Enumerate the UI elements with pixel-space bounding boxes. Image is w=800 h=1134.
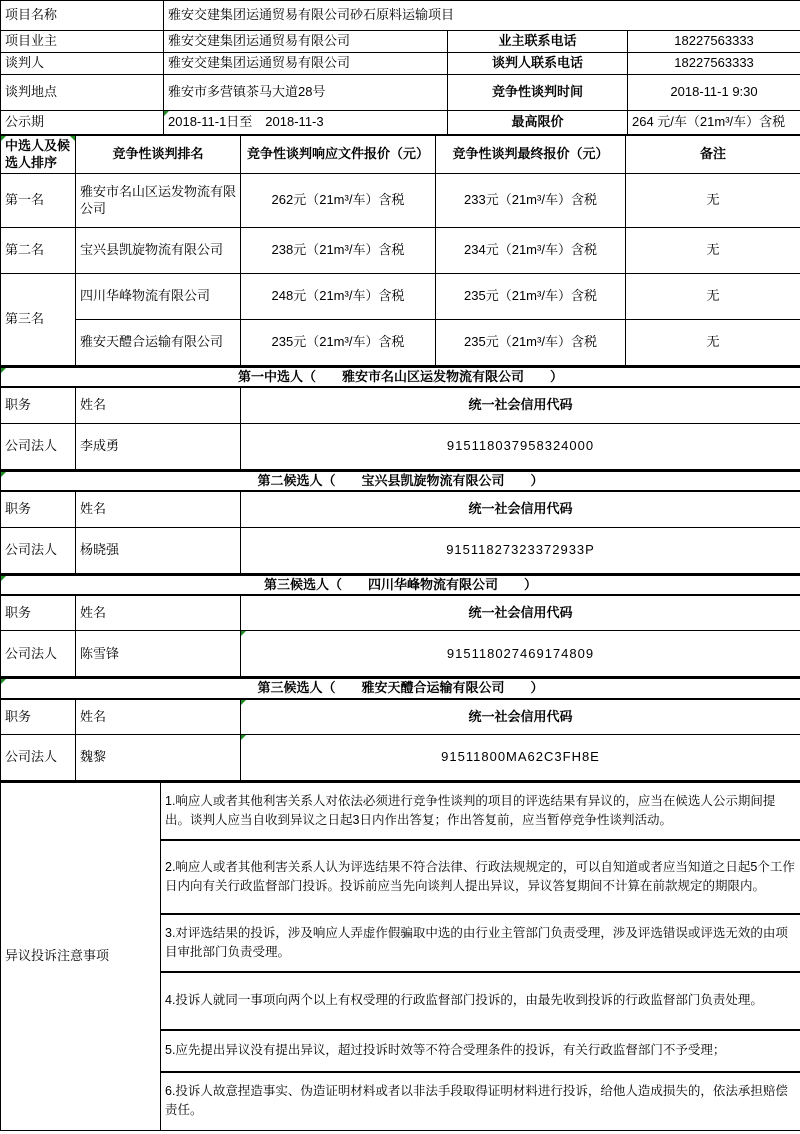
winner-section-4	[0, 677, 800, 781]
winner-2-title: 第二候选人（ 宝兴县凯旋物流有限公司 ）	[1, 471, 800, 491]
winner-3-title: 第三候选人（ 四川华峰物流有限公司 ）	[1, 575, 800, 595]
code-header: 统一社会信用代码	[241, 491, 800, 527]
winner-1-title: 第一中选人（ 雅安市名山区运发物流有限公司 ）	[1, 367, 800, 387]
credit-code-cell: 91511827323372933P	[241, 527, 800, 573]
ranking-header-rank-order: 中选人及候选人排序	[1, 136, 76, 174]
name-header: 姓名	[76, 387, 241, 423]
section-title-row	[1, 575, 800, 595]
position-cell: 公司法人	[1, 631, 76, 677]
position-cell: 公司法人	[1, 527, 76, 573]
table-row	[1, 53, 800, 75]
notice-item-3: 3.对评选结果的投诉，涉及响应人弄虚作假骗取中选的由行业主管部门负责受理，涉及评选错误或评选无效的由项目审批部门负责受理。	[161, 914, 800, 972]
ranking-header-note: 备注	[626, 136, 800, 174]
notices-label: 异议投诉注意事项	[1, 782, 161, 1130]
table-row	[1, 491, 800, 527]
negotiation-time-label: 竞争性谈判时间	[448, 75, 628, 111]
ranking-header-row	[1, 136, 800, 174]
code-header: 统一社会信用代码	[241, 595, 800, 631]
table-row	[1, 631, 800, 677]
credit-code-cell: 91511800MA62C3FH8E	[241, 735, 800, 781]
notice-item-6: 6.投诉人故意捏造事实、伪造证明材料或者以非法手段取得证明材料进行投诉，给他人造成损失的，依法承担赔偿责任。	[161, 1072, 800, 1130]
code-header: 统一社会信用代码	[241, 699, 800, 735]
table-row	[1, 111, 800, 135]
notices-table	[0, 781, 800, 1131]
winner-section-1	[0, 366, 800, 470]
doc-price-cell: 238元（21m³/车）含税	[241, 228, 436, 274]
project-info-table	[0, 0, 800, 135]
table-row	[1, 387, 800, 423]
credit-code-cell: 915118037958324000	[241, 423, 800, 469]
note-cell: 无	[626, 174, 800, 228]
final-price-cell: 233元（21m³/车）含税	[436, 174, 626, 228]
winner-section-3	[0, 574, 800, 678]
final-price-cell: 235元（21m³/车）含税	[436, 320, 626, 366]
note-cell: 无	[626, 320, 800, 366]
project-name-label: 项目名称	[1, 1, 164, 31]
negotiator-value: 雅安交建集团运通贸易有限公司	[164, 53, 448, 75]
doc-price-cell: 235元（21m³/车）含税	[241, 320, 436, 366]
table-row	[1, 595, 800, 631]
price-cap-label: 最高限价	[448, 111, 628, 135]
owner-label: 项目业主	[1, 31, 164, 53]
position-cell: 公司法人	[1, 423, 76, 469]
negotiator-phone-value: 18227563333	[628, 53, 800, 75]
ranking-table	[0, 135, 800, 366]
ranking-header-rank: 竞争性谈判排名	[76, 136, 241, 174]
notice-item-2: 2.响应人或者其他利害关系人认为评选结果不符合法律、行政法规规定的，可以自知道或者应当知道之日起5个工作日内向有关行政监督部门投诉。投诉前应当先向谈判人提出异议，异议答复期间不计算在前款规定的期限内。	[161, 840, 800, 914]
company-cell: 雅安市名山区运发物流有限公司	[76, 174, 241, 228]
notice-item-5: 5.应先提出异议没有提出异议，超过投诉时效等不符合受理条件的投诉，有关行政监督部门不予受理；	[161, 1030, 800, 1072]
rank-cell: 第一名	[1, 174, 76, 228]
name-cell: 陈雪锋	[76, 631, 241, 677]
ranking-header-doc-price: 竞争性谈判响应文件报价（元）	[241, 136, 436, 174]
rank-cell: 第三名	[1, 274, 76, 366]
winner-4-title: 第三候选人（ 雅安天醴合运输有限公司 ）	[1, 678, 800, 698]
company-cell: 四川华峰物流有限公司	[76, 274, 241, 320]
final-price-cell: 234元（21m³/车）含税	[436, 228, 626, 274]
table-row	[1, 1, 800, 31]
winner-section-2	[0, 470, 800, 574]
location-label: 谈判地点	[1, 75, 164, 111]
table-row	[1, 735, 800, 781]
table-row	[1, 699, 800, 735]
project-name-value: 雅安交建集团运通贸易有限公司砂石原料运输项目	[164, 1, 800, 31]
section-title-row	[1, 678, 800, 698]
notice-item-4: 4.投诉人就同一事项向两个以上有权受理的行政监督部门投诉的，由最先收到投诉的行政监督部门负责处理。	[161, 972, 800, 1030]
negotiator-label: 谈判人	[1, 53, 164, 75]
name-header: 姓名	[76, 699, 241, 735]
position-cell: 公司法人	[1, 735, 76, 781]
name-cell: 魏黎	[76, 735, 241, 781]
rank-cell: 第二名	[1, 228, 76, 274]
owner-value: 雅安交建集团运通贸易有限公司	[164, 31, 448, 53]
table-row	[1, 31, 800, 53]
doc-price-cell: 248元（21m³/车）含税	[241, 274, 436, 320]
table-row	[1, 228, 800, 274]
ranking-header-final-price: 竞争性谈判最终报价（元）	[436, 136, 626, 174]
company-cell: 雅安天醴合运输有限公司	[76, 320, 241, 366]
owner-phone-label: 业主联系电话	[448, 31, 628, 53]
name-cell: 杨晓强	[76, 527, 241, 573]
name-cell: 李成勇	[76, 423, 241, 469]
code-header: 统一社会信用代码	[241, 387, 800, 423]
position-header: 职务	[1, 595, 76, 631]
negotiator-phone-label: 谈判人联系电话	[448, 53, 628, 75]
table-row	[1, 174, 800, 228]
notice-item-1: 1.响应人或者其他利害关系人对依法必须进行竞争性谈判的项目的评选结果有异议的，应当在候选人公示期间提出。谈判人应当自收到异议之日起3日内作出答复；作出答复前，应当暂停竞争性谈判活动。	[161, 782, 800, 840]
position-header: 职务	[1, 491, 76, 527]
final-price-cell: 235元（21m³/车）含税	[436, 274, 626, 320]
table-row	[1, 527, 800, 573]
table-row	[1, 423, 800, 469]
location-value: 雅安市多营镇茶马大道28号	[164, 75, 448, 111]
position-header: 职务	[1, 699, 76, 735]
note-cell: 无	[626, 274, 800, 320]
table-row	[1, 274, 800, 320]
doc-price-cell: 262元（21m³/车）含税	[241, 174, 436, 228]
position-header: 职务	[1, 387, 76, 423]
table-row	[1, 75, 800, 111]
table-row	[1, 782, 800, 840]
name-header: 姓名	[76, 491, 241, 527]
negotiation-time-value: 2018-11-1 9:30	[628, 75, 800, 111]
section-title-row	[1, 367, 800, 387]
publicity-period-label: 公示期	[1, 111, 164, 135]
credit-code-cell: 915118027469174809	[241, 631, 800, 677]
note-cell: 无	[626, 228, 800, 274]
section-title-row	[1, 471, 800, 491]
company-cell: 宝兴县凯旋物流有限公司	[76, 228, 241, 274]
table-row	[1, 320, 800, 366]
name-header: 姓名	[76, 595, 241, 631]
owner-phone-value: 18227563333	[628, 31, 800, 53]
publicity-period-value: 2018-11-1日至 2018-11-3	[164, 111, 448, 135]
price-cap-value: 264 元/车（21m³/车）含税	[628, 111, 800, 135]
